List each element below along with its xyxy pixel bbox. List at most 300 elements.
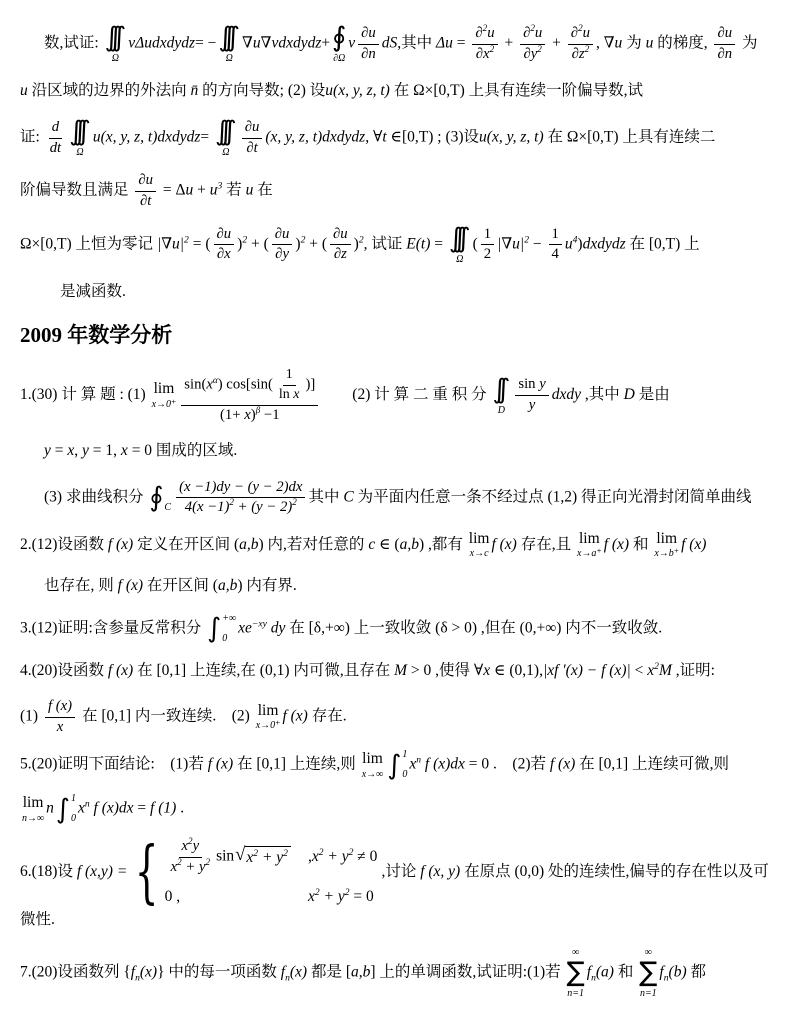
triple-integral-icon: ∫∫∫ [218,22,230,53]
text-run: Ω×[0,T) 上恒为零记 [20,235,157,253]
math-run: n̄ [190,82,199,99]
fraction-numerator [181,367,318,406]
math-run: ∂t [246,139,258,156]
integral [387,750,407,780]
text-run: 在 [0,1] 上连续可微,则 [575,755,729,773]
text-run: ) [353,235,359,253]
fraction-denominator [47,139,64,158]
integral-limits [164,483,171,513]
math-run: x [77,799,85,817]
math-run: (a) [595,963,614,981]
math-run: ∂u [244,119,260,136]
lim [362,751,384,780]
superscript: 2 [530,22,535,33]
math-run: u [209,182,218,200]
subscript: n [663,972,669,984]
superscript: 2 [524,234,529,246]
math-run: |∇u| [497,235,525,253]
text-run: (1+ [219,406,245,423]
superscript: 2 [578,22,583,33]
lower-limit: x→c [469,548,489,560]
math-run: a,b [399,535,419,553]
fraction [330,226,351,264]
math-run: x [409,755,417,773]
superscript: 2 [584,43,590,54]
math-run: |xf ′(x) − f (x)| [542,661,631,679]
math-run: x [293,386,300,402]
text-run: 若 [222,182,246,200]
integral-icon: ∫ [207,613,222,645]
fraction-denominator [481,245,494,264]
fraction [214,226,235,264]
fraction [276,367,303,404]
text-run: ) [295,235,301,253]
math-run: ∇u∇vdxdydz [242,34,322,52]
fraction-numerator [515,376,548,396]
text-run: , [595,34,604,52]
integral [56,794,76,824]
text-run: 也存在, 则 [44,577,118,595]
fraction-denominator [276,386,303,404]
text-run: ) 内有界. [237,577,297,595]
sum-icon: ∑ [566,957,585,989]
lim [654,531,679,560]
surface-integral-icon: ∮∮ [332,22,333,53]
problem-6 [20,832,776,933]
math-run: f (x) [47,698,73,715]
fraction [168,838,214,876]
fraction [358,25,379,63]
text-run: + [193,182,210,200]
integral-limits [402,750,407,780]
triple-integral [448,222,471,265]
math-run: f [130,963,136,981]
math-run: 4(x −1) [184,499,230,516]
math-run: y [539,376,546,393]
lim-icon: lim [153,380,175,398]
math-run: f (x) [681,535,707,553]
fraction-numerator [481,226,494,246]
math-run: f (x) [491,535,517,553]
text-run: 和 [629,535,653,553]
surface-integral [332,24,346,64]
text-run: 6.(18)设 [20,863,77,881]
lower-limit: n=1 [639,988,657,1000]
text-run: + [548,34,565,52]
proof-identity-line [20,24,776,64]
lim-icon: lim [578,529,600,547]
math-run: y [528,397,536,414]
fraction [47,119,64,157]
text-run: 证: [20,128,44,146]
integral-icon: ∫ [387,749,402,781]
math-run: (x) [289,963,308,981]
upper-limit: 1 [70,793,76,805]
piecewise-cases [131,832,378,912]
radicand [245,846,291,868]
lim [152,381,177,410]
triple-integral-icon: ∫∫∫ [104,22,116,53]
math-run: a,b [239,535,259,553]
math-run: Δu [436,34,453,52]
math-run: x [307,887,315,905]
text-run: 在 [0,1] 上连续,在 (0,1) 内可微,且存在 [133,661,395,679]
text-run: 7.(20)设函数列 { [20,963,131,981]
fraction-numerator [135,172,156,192]
fraction-numerator [472,22,497,45]
case-cell [165,887,181,907]
lower-limit: x→b⁺ [654,548,680,560]
math-run: + y [319,887,345,905]
lim-icon: lim [656,529,678,547]
section-heading: 2009 年数学分析 [20,323,173,347]
text-run: , [307,848,312,866]
fraction-denominator [137,192,154,211]
text-run: ≠ 0 [353,848,378,866]
problem-1-part3 [20,479,776,517]
math-run: u [245,182,254,200]
text-run: 1 [285,367,293,382]
text-run: sin [518,376,540,393]
text-run: 2 [483,246,492,263]
fraction-numerator [242,119,263,139]
fraction-denominator [473,45,497,64]
math-run: (x) [139,963,158,981]
math-run: u [534,24,543,41]
superscript: 2 [229,497,234,508]
math-run: f (x) [603,535,630,553]
fraction-denominator [569,45,593,64]
lower-limit: Ω [456,253,464,265]
text-run: sin( [184,376,207,393]
math-run: u [582,24,590,41]
text-run: < [630,661,648,679]
decreasing-function-line [20,279,776,305]
math-run: f (x) [549,755,576,773]
math-run: x [647,661,655,679]
math-run: ∂n [717,45,733,62]
text-run: 在 [0,1] 内一致连续. (2) [78,707,254,725]
text-run: 是由 [634,386,670,404]
fraction-numerator [176,479,305,499]
differentiation-under-integral-line [20,118,776,158]
problem-4 [20,658,776,684]
text-run: ∈ (0,1), [490,661,543,679]
text-run: 5.(20)证明下面结论: (1)若 [20,755,208,773]
fraction-denominator [214,245,234,264]
fraction-denominator [526,396,539,415]
superscript: 2 [537,43,542,54]
fraction-denominator [168,858,214,877]
text-run: − [529,235,546,253]
lower-limit: x→∞ [361,768,384,780]
text-run: 在开区间 ( [143,577,218,595]
text-run: 数,试证: [44,34,103,52]
fraction-numerator [179,838,203,858]
math-run: u(x, y, z, t) [325,82,390,99]
fraction-denominator [520,45,544,64]
text-run: = [452,34,470,52]
fraction [45,698,75,736]
triple-integral-icon: ∫∫∫ [448,222,461,254]
superscript: 2 [292,497,297,508]
text-run: 在 Ω×[0,T) 上具有连续二 [543,128,716,146]
text-run: 在 [253,182,273,200]
lim [22,795,44,824]
math-run: x [246,849,254,867]
text-run: )] [305,376,316,393]
sum-icon: ∑ [639,957,658,989]
text-run: sin [216,848,235,866]
fraction-denominator [54,718,67,737]
subscript: n [591,972,596,984]
section-2009-problems [20,367,776,999]
superscript: β [255,404,261,415]
math-run: (x, y, z, t)dxdydz [265,128,366,146]
math-run: dxdy [551,386,582,404]
math-run: d [51,119,60,136]
cases-grid [165,838,378,906]
case-cell [165,838,292,876]
fraction-denominator [272,245,292,264]
math-run: a,b [351,963,371,981]
math-run: x [483,661,491,679]
math-run: f (x, y) [420,863,461,881]
fraction-denominator [549,245,562,264]
problem-2-line2 [20,573,776,599]
math-run: D [623,386,635,404]
triple-integral [218,24,240,64]
text-run: 的梯度, [653,34,712,52]
math-run: ∂y [275,246,289,263]
math-run: c [368,535,376,553]
fraction-numerator [283,367,296,386]
math-run: ∇u [603,34,623,52]
triple-integral [215,118,237,158]
lower-limit: n=1 [567,988,585,1000]
text-run: = ( [188,235,211,253]
superscript: 2 [177,857,182,868]
text-run: ,其中 [397,34,437,52]
superscript: 2 [242,234,248,246]
text-run: 的方向导数; (2) 设 [198,82,326,99]
upper-limit: +∞ [222,612,237,624]
text-run: ) 内,若对任意的 [258,535,369,553]
text-run: = 0 . (2)若 [464,755,550,773]
problem-5-line2 [20,794,776,824]
math-run: |∇u| [156,235,185,253]
contour-integral [149,483,171,513]
math-run: u [564,235,573,253]
superscript: 4 [572,234,578,246]
text-run: 4.(20)设函数 [20,661,108,679]
lower-limit: C [164,501,172,513]
superscript: 2 [253,848,259,860]
math-run: f (x) [282,707,308,725]
problem-5 [20,750,776,780]
superscript: 2 [489,43,495,54]
text-run: + [321,34,331,52]
math-run: x [67,442,75,460]
text-run: ) cos[sin( [217,376,273,393]
math-run: f [280,963,286,981]
lower-limit: x→a⁺ [576,548,602,560]
math-run: ∂ [523,24,531,41]
double-integral-icon: ∫∫ [492,373,501,405]
superscript: 2 [654,660,659,672]
lower-limit: ∂Ω [333,53,346,64]
math-run: vΔudxdydz [128,34,196,52]
math-run: u [487,24,495,41]
superscript: 2 [184,234,189,246]
math-run: ∂z [333,246,347,263]
math-run: C [343,488,354,506]
text-run: 在 Ω×[0,T) 上具有连续一阶偏导数,试 [389,82,644,99]
math-run: u [645,34,654,52]
text-run: , ∀ [365,128,383,146]
text-run: = Δ [159,182,186,200]
math-run: f (x)dx [89,799,134,817]
math-run: f (1) [150,799,177,817]
superscript: 2 [348,847,354,859]
lower-limit: Ω [225,53,233,64]
fraction-denominator [358,45,379,64]
text-run: + ( [247,235,269,253]
math-run: ∂y [523,45,538,62]
case-cell [308,847,377,867]
text-run: = 0 [349,887,374,905]
problem-7 [20,947,776,999]
math-run: ∂u [361,24,376,41]
text-run: 存在,且 [516,535,575,553]
fraction [242,119,263,157]
math-run: f (x,y) = [76,863,128,881]
superscript: 2 [358,234,364,246]
superscript: 3 [217,180,223,192]
problem-2 [20,531,776,560]
fraction-numerator [214,226,235,246]
math-run: + y [323,848,349,866]
text-run: = 1, [88,442,121,460]
integral [207,614,236,644]
text-run: 是减函数. [60,282,126,300]
fraction [520,22,545,63]
text-run: ,其中 [581,386,624,404]
upper-limit: ∞ [644,947,652,959]
text-run: = [133,799,151,817]
text-run: ) [250,406,256,423]
fraction-numerator [330,226,351,246]
square-root [235,846,291,868]
fraction [472,22,497,63]
math-run: ∂n [361,45,376,62]
math-run: f (x) [207,755,234,773]
lower-limit: Ω [222,147,230,159]
math-run: ∂ [570,24,579,41]
superscript: α [212,374,218,385]
lim-icon: lim [362,750,383,768]
superscript: n [416,754,422,766]
math-run: n [46,799,54,817]
fraction [568,22,593,63]
subscript: n [285,972,290,984]
lim [469,531,490,560]
lower-limit: 0 [402,769,408,781]
lower-limit: Ω [76,147,84,159]
sum [567,947,585,999]
text-run: . [176,799,185,817]
energy-functional-line [20,222,776,265]
text-run: ,证明: [671,661,715,679]
math-run: u [185,182,194,200]
lower-limit: D [497,404,506,416]
math-run: u(x, y, z, t)dxdydz [92,128,201,146]
text-run: } 中的每一项函数 [157,963,281,981]
math-run: (b) [668,963,687,981]
math-run: t [382,128,387,146]
fraction-numerator [272,226,293,246]
text-run: = [50,442,68,460]
fraction [272,226,293,264]
math-run: E(t) [406,235,431,253]
contour-integral-icon: ∮ [149,482,164,514]
problem-1 [20,367,776,424]
triple-integral [69,118,91,158]
problem-1-region [20,438,776,464]
math-run: + y [258,849,284,867]
fraction-numerator [358,25,379,45]
math-run: x [311,848,319,866]
fraction-numerator [49,119,62,139]
text-run: , 试证 [363,235,407,253]
upper-limit: ∞ [572,947,580,959]
math-run: f (x)dx [421,755,465,773]
fraction [176,479,305,517]
text-run: = 0 围成的区域. [127,442,238,460]
lower-limit: 0 [70,813,76,825]
math-run: ∂u [274,225,290,242]
superscript: n [84,798,90,810]
math-run: M [394,661,408,679]
text-run: = − [195,34,217,52]
text-run: 在 [δ,+∞) 上一致收敛 (δ > 0) ,但在 (0,+∞) 内不一致收敛. [285,619,663,637]
integral-limits [71,794,76,824]
math-run: ∂t [140,193,152,209]
math-run: u [20,82,28,99]
superscript: 2 [188,836,193,847]
brace-icon: { [135,832,159,912]
math-run: xe [238,619,252,637]
lower-limit: x→0⁺ [151,398,177,410]
math-run: ∂u [138,172,154,189]
sum [639,947,657,999]
lower-limit: x→0⁺ [255,720,281,732]
text-run: 在原点 (0,0) 处的连续性,偏导的存在性以及可微性. [20,863,769,928]
lower-limit: 0 [222,632,228,644]
text-run: 为 [622,34,646,52]
fraction-denominator [243,139,260,158]
text-run: = [430,235,447,253]
radical-icon: √ [235,844,246,866]
text-run: ] 上的单调函数,试证明:(1)若 [370,963,565,981]
superscript: 2 [318,847,324,859]
lower-limit: n→∞ [22,812,45,824]
lim [577,531,602,560]
math-run: ∂x [475,45,490,62]
lim-icon: lim [468,529,490,547]
text-run: 都 [686,963,706,981]
superscript: 2 [344,886,350,898]
